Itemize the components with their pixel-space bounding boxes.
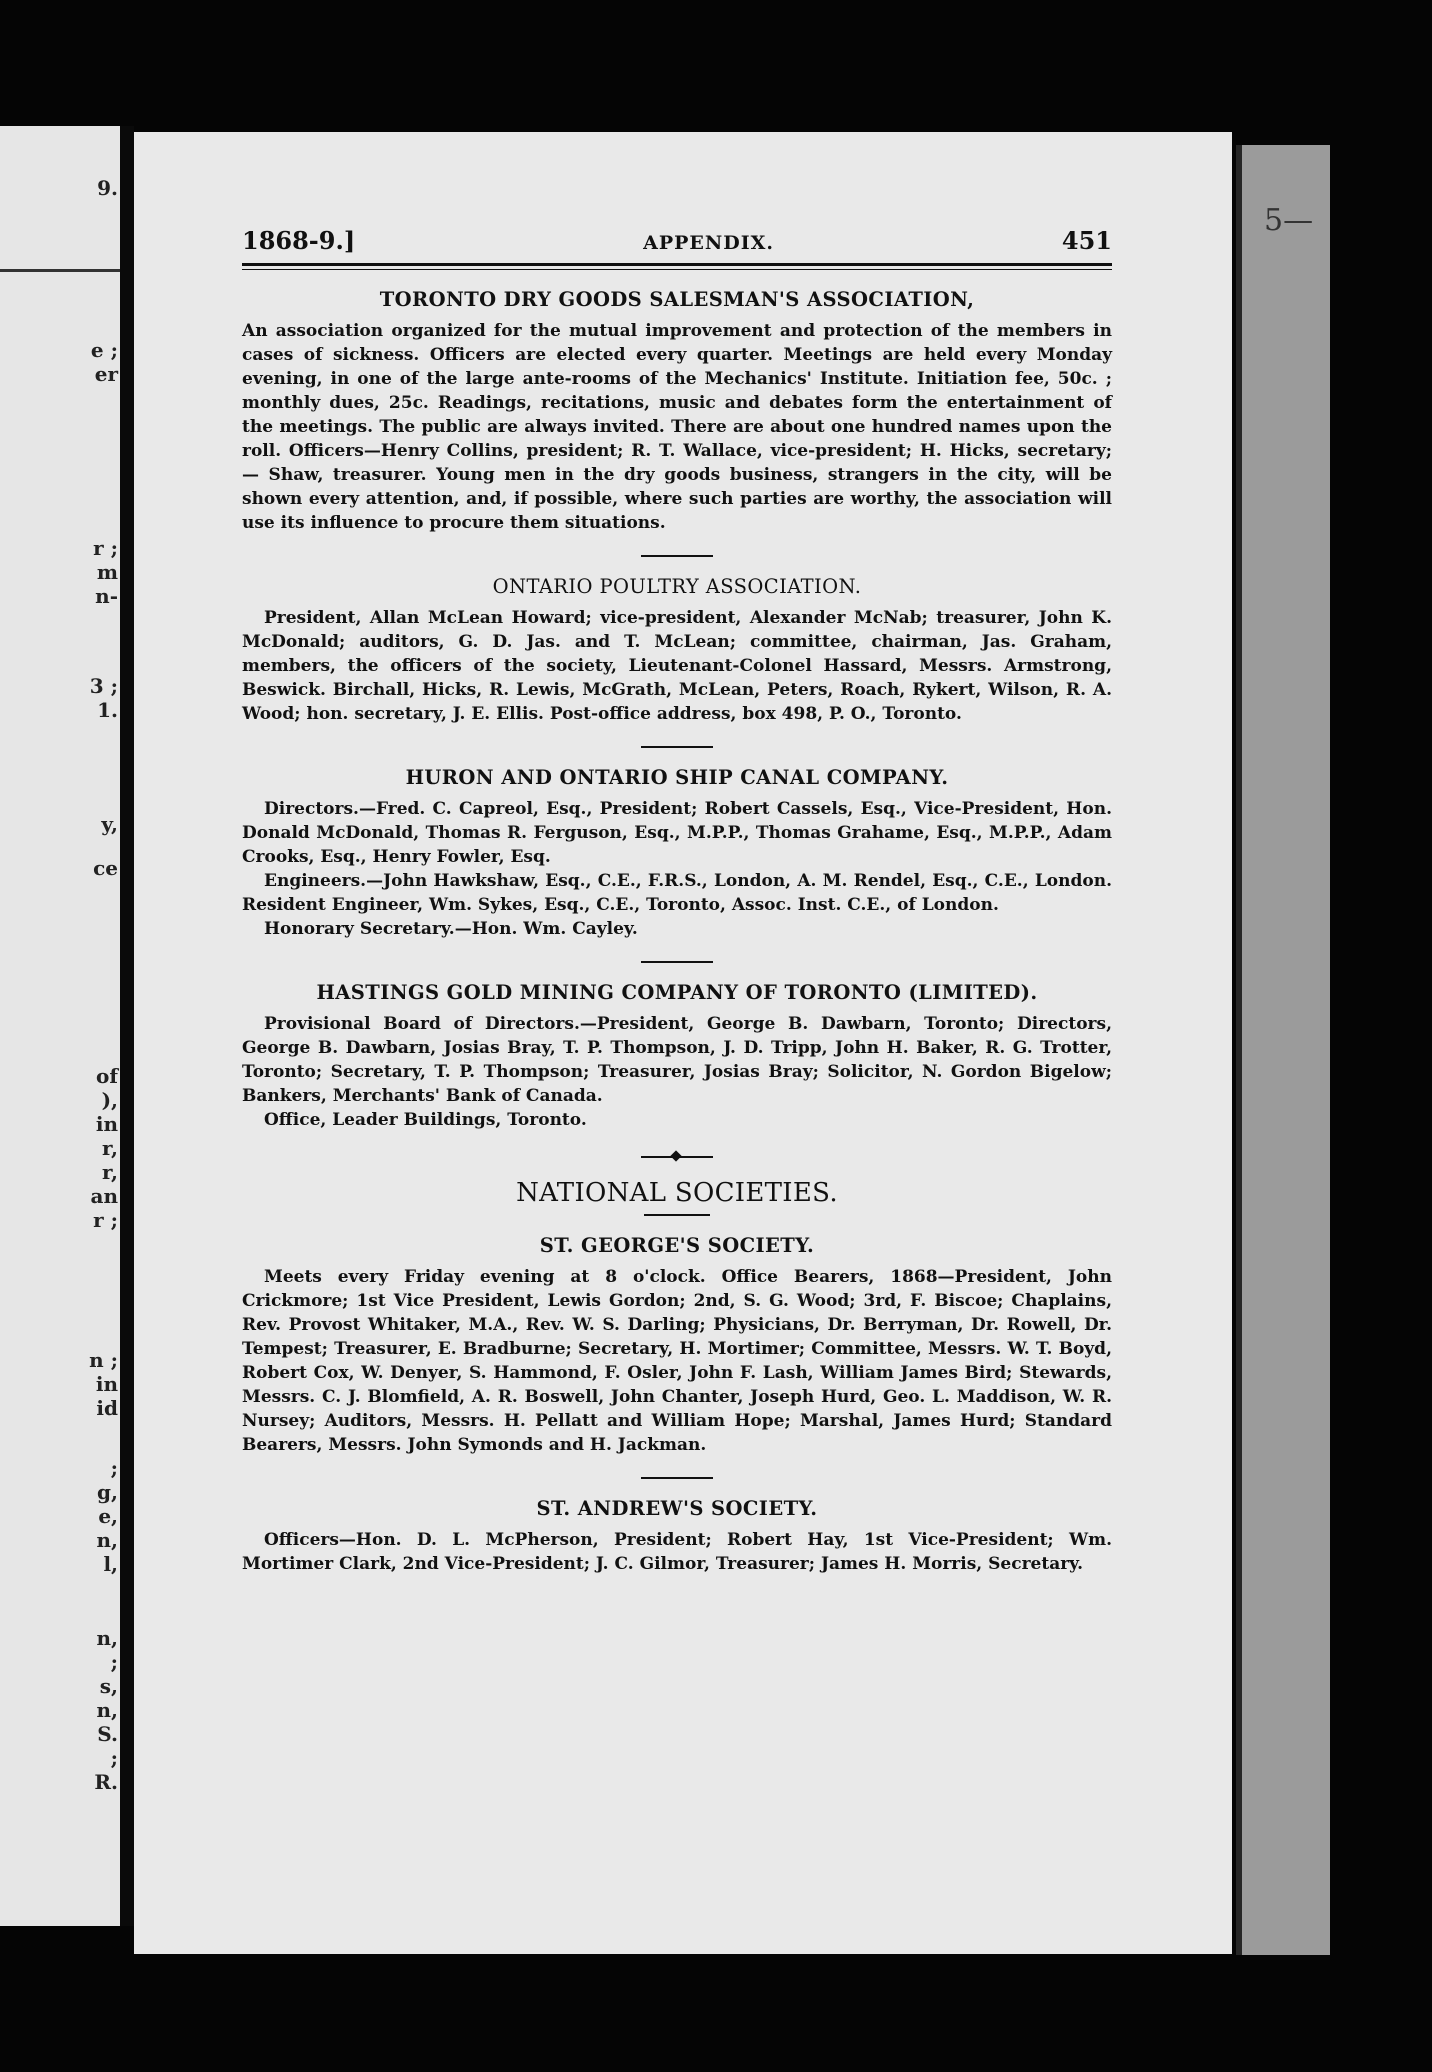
left-fragment-text: ; [110,1650,118,1674]
left-fragment-text: of [96,1064,118,1088]
right-page-edge [1236,145,1330,1955]
section-separator [641,555,713,557]
left-fragment-text: ; [110,1456,118,1480]
society-title: ST. GEORGE'S SOCIETY. [539,1234,815,1257]
section-title: ONTARIO POULTRY ASSOCIATION. [492,575,862,598]
left-fragment-text: y, [101,812,118,836]
section-title: HURON AND ONTARIO SHIP CANAL COMPANY. [405,766,949,789]
left-page-fragment [0,126,124,1926]
left-fragment-text: 3 ; [89,674,118,698]
society-paragraph: Officers—Hon. D. L. McPherson, President; Robert Hay, 1st Vice-President; Wm. Mortimer Clark, 2nd Vice-President; J. C. Gilmor, Treasurer; James H. Morris, Secretary. [242,1530,1112,1574]
left-fragment-text: s, [99,1674,118,1698]
society-title: ST. ANDREW'S SOCIETY. [536,1497,818,1520]
section-paragraph: Engineers.—John Hawkshaw, Esq., C.E., F.R.S., London, A. M. Rendel, Esq., C.E., London. Resident Engineer, Wm. Sykes, Esq., C.E., Toronto, Assoc. Inst. C.E., of London. [242,871,1112,915]
left-fragment-text: r, [101,1160,118,1184]
left-fragment-text: n- [95,584,118,608]
left-fragment-text: n, [96,1698,118,1722]
header-title: APPENDIX. [643,232,774,254]
left-fragment-text: er [94,362,118,386]
section-separator [641,746,713,748]
left-fragment-text: S. [97,1722,118,1746]
section-paragraph: President, Allan McLean Howard; vice-president, Alexander McNab; treasurer, John K. McDonald; auditors, G. D. Jas. and T. McLean; committee, chairman, Jas. Graham, members, the officers of the society, Lieutenant-Colonel Hassard, Messrs. Armstrong, Beswick. Birchall, Hicks, R. Lewis, McGrath, McLean, Peters, Roach, Rykert, Wilson, R. A. Wood; hon. secretary, J. E. Ellis. Post-office address, box 498, P. O., Toronto. [242,608,1112,724]
left-fragment-text: n, [96,1528,118,1552]
header-year: 1868-9.] [242,226,356,255]
section-separator [641,961,713,963]
left-fragment-text: ; [110,1746,118,1770]
left-fragment-text: e ; [90,338,118,362]
book-page [134,132,1232,1954]
section-paragraph: Honorary Secretary.—Hon. Wm. Cayley. [264,919,638,939]
left-fragment-text: e, [98,1504,118,1528]
left-fragment-text: m [96,560,118,584]
left-fragment-text: ce [93,856,118,880]
left-fragment-text: in [95,1372,118,1396]
left-fragment-text: R. [94,1770,118,1794]
left-fragment-text: ), [101,1088,118,1112]
left-fragment-text: n, [96,1626,118,1650]
left-fragment-text: an [90,1184,118,1208]
section-separator [641,1477,713,1479]
section-title: TORONTO DRY GOODS SALESMAN'S ASSOCIATION, [379,288,975,311]
society-paragraph: Meets every Friday evening at 8 o'clock. Office Bearers, 1868—President, John Crickmore; 1st Vice President, Lewis Gordon; 2nd, S. G. Wood; 3rd, F. Biscoe; Chaplains, Rev. Provost Whitaker, M.A., Rev. W. S. Darling; Physicians, Dr. Berryman, Dr. Rowell, Dr. Tempest; Treasurer, E. Bradburne; Secretary, H. Mortimer; Committee, Messrs. W. T. Boyd, Robert Cox, W. Denyer, S. Hammond, F. Osler, John F. Lash, William James Bird; Stewards, Messrs. C. J. Blomfield, A. R. Boswell, John Chanter, Joseph Hurd, Geo. L. Maddison, W. R. Nursey; Auditors, Messrs. H. Pellatt and William Hope; Marshal, James Hurd; Standard Bearers, Messrs. John Symonds and H. Jackman. [242,1267,1112,1455]
section-paragraph: Directors.—Fred. C. Capreol, Esq., President; Robert Cassels, Esq., Vice-President, Hon. Donald McDonald, Thomas R. Ferguson, Esq., M.P.P., Thomas Grahame, Esq., M.P.P., Adam Crooks, Esq., Henry Fowler, Esq. [242,799,1112,867]
heading-underline [644,1214,710,1216]
left-fragment-text: l, [103,1552,118,1576]
header-rule [242,263,1112,270]
left-page-rule [0,269,124,272]
left-fragment-text: r ; [93,536,118,560]
section-paragraph: Office, Leader Buildings, Toronto. [264,1110,587,1130]
section-title: HASTINGS GOLD MINING COMPANY OF TORONTO (LIMITED). [316,981,1038,1004]
page-number: 451 [1061,226,1112,255]
margin-mark: 5— [1264,203,1314,238]
section-paragraph: An association organized for the mutual improvement and protection of the members in cases of sickness. Officers are elected every quarter. Meetings are held every Monday evening, in one of the large ante-rooms of the Mechanics' Institute. Initiation fee, 50c. ; monthly dues, 25c. Readings, recitations, music and debates form the entertainment of the meetings. The public are always invited. There are about one hundred names upon the roll. Officers—Henry Collins, president; R. T. Wallace, vice-president; H. Hicks, secretary; — Shaw, treasurer. Young men in the dry goods business, strangers in the city, will be shown every attention, and, if possible, where such parties are worthy, the association will use its influence to procure them situations. [242,321,1112,533]
book-binding-gutter [120,126,134,1926]
page-content [242,226,1112,1576]
left-fragment-text: 9. [97,176,118,200]
left-fragment-text: in [95,1112,118,1136]
left-fragment-text: 1. [97,698,118,722]
left-fragment-text: r, [101,1136,118,1160]
left-fragment-text: r ; [93,1208,118,1232]
major-heading: NATIONAL SOCIETIES. [516,1178,838,1208]
diamond-ornament [670,1150,681,1161]
left-fragment-text: id [96,1396,118,1420]
left-fragment-text: n ; [89,1348,118,1372]
running-header [242,226,1112,255]
section-paragraph: Provisional Board of Directors.—President, George B. Dawbarn, Toronto; Directors, George B. Dawbarn, Josias Bray, T. P. Thompson, J. D. Tripp, John H. Baker, R. G. Trotter, Toronto; Secretary, T. P. Thompson; Treasurer, Josias Bray; Solicitor, N. Gordon Bigelow; Bankers, Merchants' Bank of Canada. [242,1014,1112,1106]
left-fragment-text: g, [97,1480,118,1504]
ornamental-separator [641,1150,713,1164]
